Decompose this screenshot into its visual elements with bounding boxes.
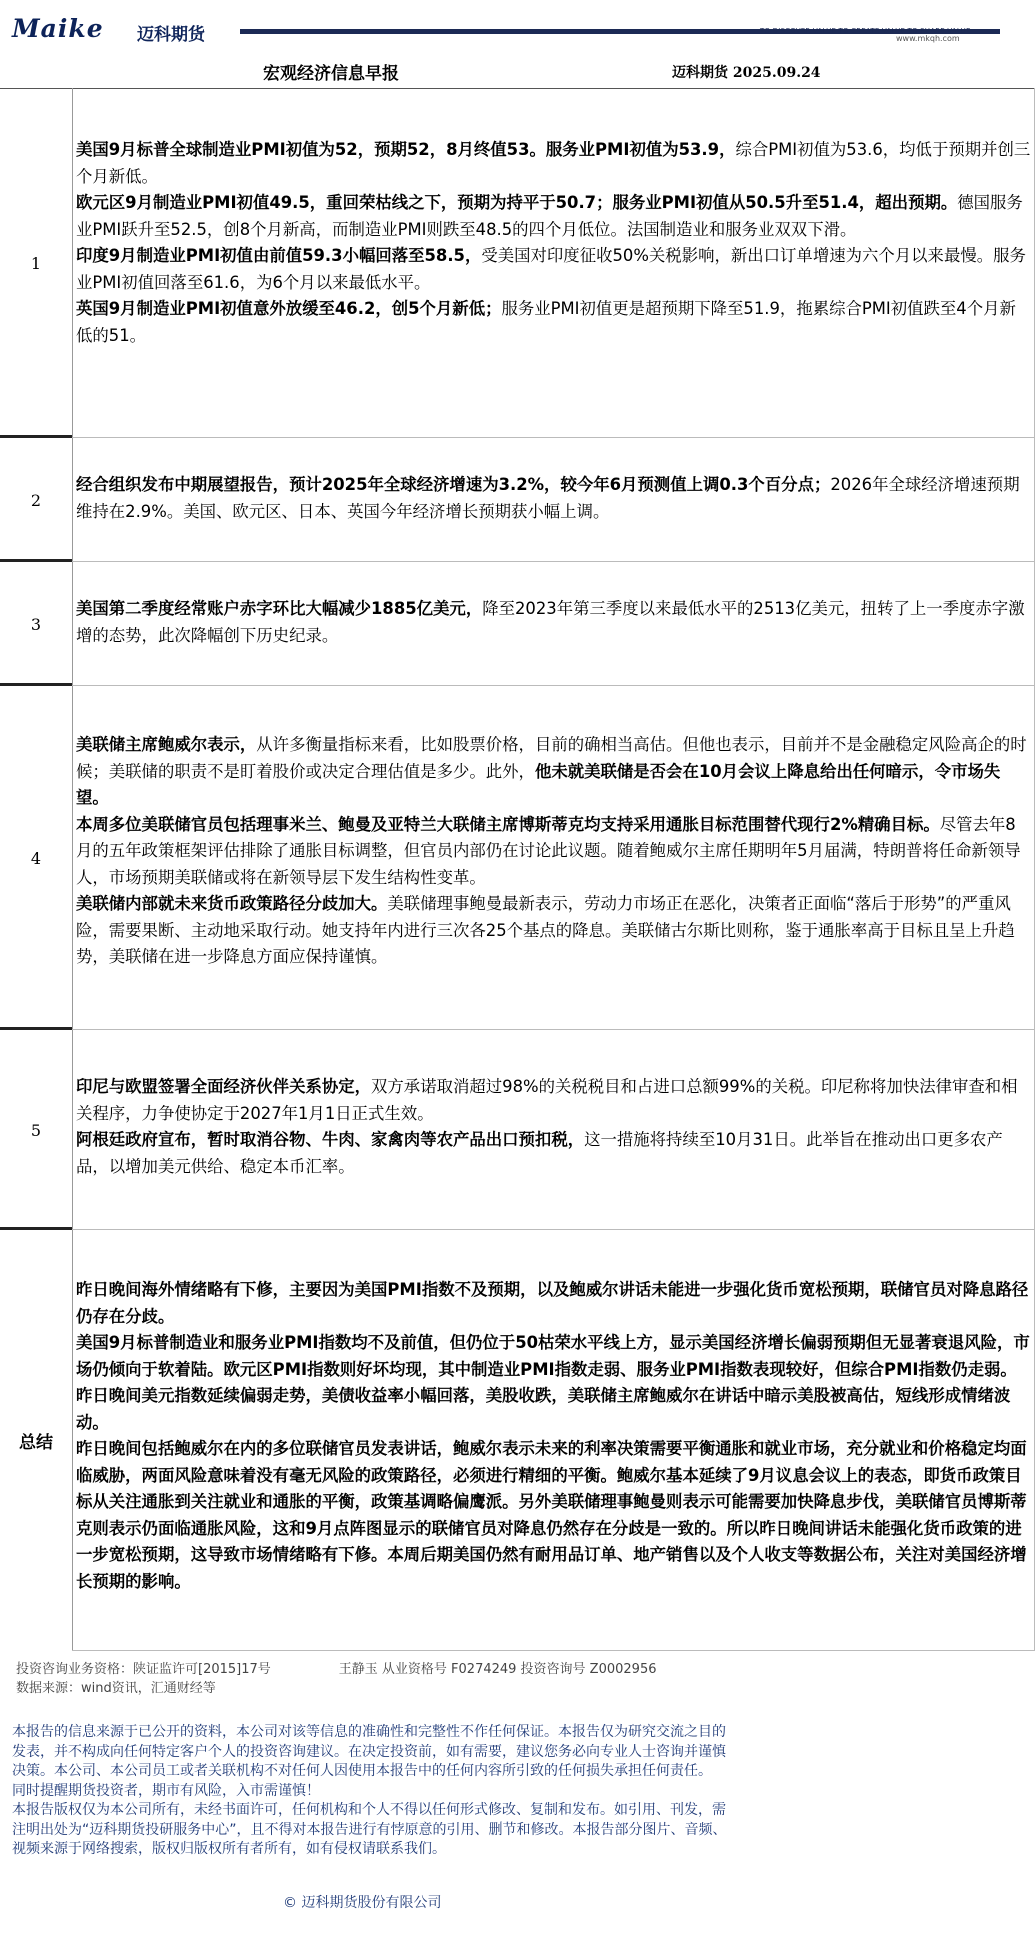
row-content bbox=[76, 1074, 1031, 1180]
row-content bbox=[76, 596, 1031, 649]
data-source: 数据来源：wind资讯，汇通财经等 bbox=[16, 1681, 216, 1696]
disclaimer bbox=[12, 1723, 737, 1860]
summary-paragraph: 昨日晚间包括鲍威尔在内的多位联储官员发表讲话，鲍威尔表示未来的利率决策需要平衡通胀和就业市场，充分就业和价格稳定均面临威胁，两面风险意味着没有毫无风险的政策路径，必须进行精细的平衡。鲍威尔基本延续了9月议息会议上的表态，即货币政策目标从关注通胀到关注就业和通胀的平衡，政策基调略偏鹰派。另外美联储理事鲍曼则表示可能需要加快降息步伐，美联储官员博斯蒂克则表示仍面临通胀风险，这和9月点阵图显示的联储官员对降息仍然存在分歧是一致的。所以昨日晚间讲话未能强化货币政策的进一步宽松预期，这导致市场情绪略有下修。本周后期美国仍然有耐用品订单、地产销售以及个人收支等数据公布，关注对美国经济增长预期的影响。 bbox=[76, 1439, 1027, 1591]
body-text: 双方承诺取消超过98%的关税税目和占进口总额99%的关税。印尼称将加快法律审查和相关程序，力争使协定于2027年1月1日正式生效。 bbox=[76, 1077, 1018, 1123]
analyst-info: 王静玉 从业资格号 F0274249 投资咨询号 Z0002956 bbox=[338, 1662, 657, 1677]
paragraph bbox=[76, 472, 1031, 525]
row-divider bbox=[72, 1650, 1035, 1651]
body-text: 服务业PMI初值更是超预期下降至51.9，拖累综合PMI初值跌至4个月新低的51。 bbox=[76, 299, 1016, 345]
row-number: 4 bbox=[30, 848, 42, 868]
header-logo-bar bbox=[0, 0, 1035, 52]
paragraph bbox=[76, 190, 1031, 243]
company-logo-cn: 迈科期货 bbox=[137, 25, 205, 45]
body-text: 尽管去年8月的五年政策框架评估排除了通胀目标调整，但官员内部仍在讨论此议题。随着鲍威尔主席任期明年5月届满，特朗普将任命新领导人，市场预期美联储或将在新领导层下发生结构性变革。 bbox=[76, 814, 1021, 887]
column-divider bbox=[72, 686, 73, 1030]
paragraph bbox=[76, 137, 1031, 190]
paragraph bbox=[76, 243, 1031, 296]
headline-emphasis: 他未就美联储是否会在10月会议上降息给出任何暗示，令市场失望。 bbox=[76, 761, 1001, 807]
headline: 美国9月标普全球制造业PMI初值为52，预期52，8月终值53。服务业PMI初值为53.9， bbox=[76, 140, 736, 159]
summary-paragraph: 美国9月标普制造业和服务业PMI指数均不及前值，但仍位于50枯荣水平线上方，显示美国经济增长偏弱预期但无显著衰退风险，市场仍倾向于软着陆。欧元区PMI指数则好坏均现，其中制造业PMI指数走弱、服务业PMI指数表现较好，但综合PMI指数仍走弱。昨日晚间美元指数延续偏弱走势，美债收益率小幅回落，美股收跌，美联储主席鲍威尔在讲话中暗示美股被高估，短线形成情绪波动。 bbox=[76, 1333, 1030, 1432]
license-line bbox=[16, 1660, 657, 1679]
headline: 美联储主席鲍威尔表示， bbox=[76, 735, 257, 754]
header-website: www.mkqh.com bbox=[896, 34, 960, 43]
paragraph bbox=[76, 296, 1031, 349]
headline: 美联储内部就未来货币政策路径分歧加大。 bbox=[76, 894, 388, 913]
row-content bbox=[76, 472, 1031, 525]
row-content bbox=[76, 137, 1031, 349]
news-row-3 bbox=[0, 562, 1035, 686]
headline: 印尼与欧盟签署全面经济伙伴关系协定， bbox=[76, 1077, 372, 1096]
header-slogan: TO DISCOVER VALUE TO CREATE VALUE TO SHARE VALUE bbox=[760, 27, 971, 35]
news-row-5 bbox=[0, 1030, 1035, 1230]
row-number: 3 bbox=[30, 614, 42, 634]
summary-content bbox=[76, 1277, 1031, 1595]
disclaimer-paragraph: 本报告的信息来源于已公开的资料，本公司对该等信息的准确性和完整性不作任何保证。本报告仅为研究交流之目的发表，并不构成向任何特定客户个人的投资咨询建议。在决定投资前，如有需要，建议您务必向专业人士咨询并谨慎决策。本公司、本公司员工或者关联机构不对任何人因使用本报告中的任何内容所引致的任何损失承担任何责任。 bbox=[12, 1724, 726, 1779]
column-divider bbox=[72, 88, 73, 438]
column-divider bbox=[72, 1230, 73, 1651]
body-text: 降至2023年第三季度以来最低水平的2513亿美元，扭转了上一季度赤字激增的态势，此次降幅创下历史纪录。 bbox=[76, 599, 1025, 645]
paragraph bbox=[76, 596, 1031, 649]
paragraph bbox=[76, 812, 1031, 892]
summary-label: 总结 bbox=[19, 1433, 53, 1453]
column-divider bbox=[72, 562, 73, 686]
headline: 英国9月制造业PMI初值意外放缓至46.2，创5个月新低； bbox=[76, 299, 502, 318]
headline: 本周多位美联储官员包括理事米兰、鲍曼及亚特兰大联储主席博斯蒂克均支持采用通胀目标范围替代现行2%精确目标。 bbox=[76, 814, 940, 834]
body-text: 美联储理事鲍曼最新表示，劳动力市场正在恶化，决策者正面临“落后于形势”的严重风险，需要果断、主动地采取行动。她支持年内进行三次各25个基点的降息。美联储古尔斯比则称，鉴于通胀率高于目标且呈上升趋势，美联储在进一步降息方面应保持谨慎。 bbox=[76, 894, 1015, 966]
paragraph bbox=[76, 1074, 1031, 1127]
body-text: 德国服务业PMI跃升至52.5，创8个月新高，而制造业PMI则跌至48.5的四个月低位。法国制造业和服务业双双下滑。 bbox=[76, 193, 1023, 239]
news-row-2 bbox=[0, 438, 1035, 562]
copyright: © 迈科期货股份有限公司 bbox=[283, 1895, 442, 1911]
title-row bbox=[0, 52, 1035, 89]
body-text: 2026年全球经济增速预期维持在2.9%。美国、欧元区、日本、英国今年经济增长预期获小幅上调。 bbox=[76, 475, 1020, 521]
summary-row bbox=[0, 1230, 1035, 1651]
row-number: 1 bbox=[30, 253, 42, 273]
column-divider bbox=[72, 438, 73, 562]
news-row-1 bbox=[0, 88, 1035, 438]
license-text: 投资咨询业务资格：陕证监许可[2015]17号 bbox=[16, 1662, 271, 1677]
company-logo: Maike bbox=[12, 14, 104, 43]
disclaimer-paragraph: 同时提醒期货投资者，期市有风险，入市需谨慎！ bbox=[12, 1782, 320, 1799]
news-row-4 bbox=[0, 686, 1035, 1030]
headline: 经合组织发布中期展望报告，预计2025年全球经济增速为3.2%，较今年6月预测值上调0.3个百分点； bbox=[76, 475, 831, 494]
headline: 阿根廷政府宣布，暂时取消谷物、牛肉、家禽肉等农产品出口预扣税， bbox=[76, 1130, 585, 1149]
row-content bbox=[76, 732, 1031, 971]
headline: 美国第二季度经常账户赤字环比大幅减少1885亿美元， bbox=[76, 599, 483, 618]
row-number: 2 bbox=[30, 490, 42, 510]
paragraph bbox=[76, 1127, 1031, 1180]
row-number: 5 bbox=[30, 1120, 42, 1140]
summary-paragraph: 昨日晚间海外情绪略有下修，主要因为美国PMI指数不及预期，以及鲍威尔讲话未能进一步强化货币宽松预期，联储官员对降息路径仍存在分歧。 bbox=[76, 1280, 1029, 1326]
disclaimer-paragraph: 本报告版权仅为本公司所有，未经书面许可，任何机构和个人不得以任何形式修改、复制和发布。如引用、刊发，需注明出处为“迈科期货投研服务中心”，且不得对本报告进行有悖原意的引用、删节和修改。本报告部分图片、音频、视频来源于网络搜索，版权归版权所有者所有，如有侵权请联系我们。 bbox=[12, 1802, 727, 1857]
paragraph bbox=[76, 891, 1031, 971]
body-text: 从许多衡量指标来看，比如股票价格，目前的确相当高估。但他也表示，目前并不是金融稳定风险高企的时候；美联储的职责不是盯着股价或决定合理估值是多少。此外， bbox=[76, 735, 1027, 781]
report-date: 迈科期货 2025.09.24 bbox=[672, 65, 821, 81]
body-text: 受美国对印度征收50%关税影响，新出口订单增速为六个月以来最慢。服务业PMI初值回落至61.6，为6个月以来最低水平。 bbox=[76, 246, 1026, 292]
headline: 欧元区9月制造业PMI初值49.5，重回荣枯线之下，预期为持平于50.7；服务业PMI初值从50.5升至51.4，超出预期。 bbox=[76, 193, 958, 212]
footer-info bbox=[16, 1660, 657, 1698]
body-text: 这一措施将持续至10月31日。此举旨在推动出口更多农产品，以增加美元供给、稳定本币汇率。 bbox=[76, 1130, 1003, 1176]
headline: 印度9月制造业PMI初值由前值59.3小幅回落至58.5， bbox=[76, 246, 482, 265]
body-text: 综合PMI初值为53.6，均低于预期并创三个月新低。 bbox=[76, 140, 1031, 186]
page-title: 宏观经济信息早报 bbox=[263, 64, 399, 84]
column-divider bbox=[72, 1030, 73, 1230]
paragraph bbox=[76, 732, 1031, 812]
